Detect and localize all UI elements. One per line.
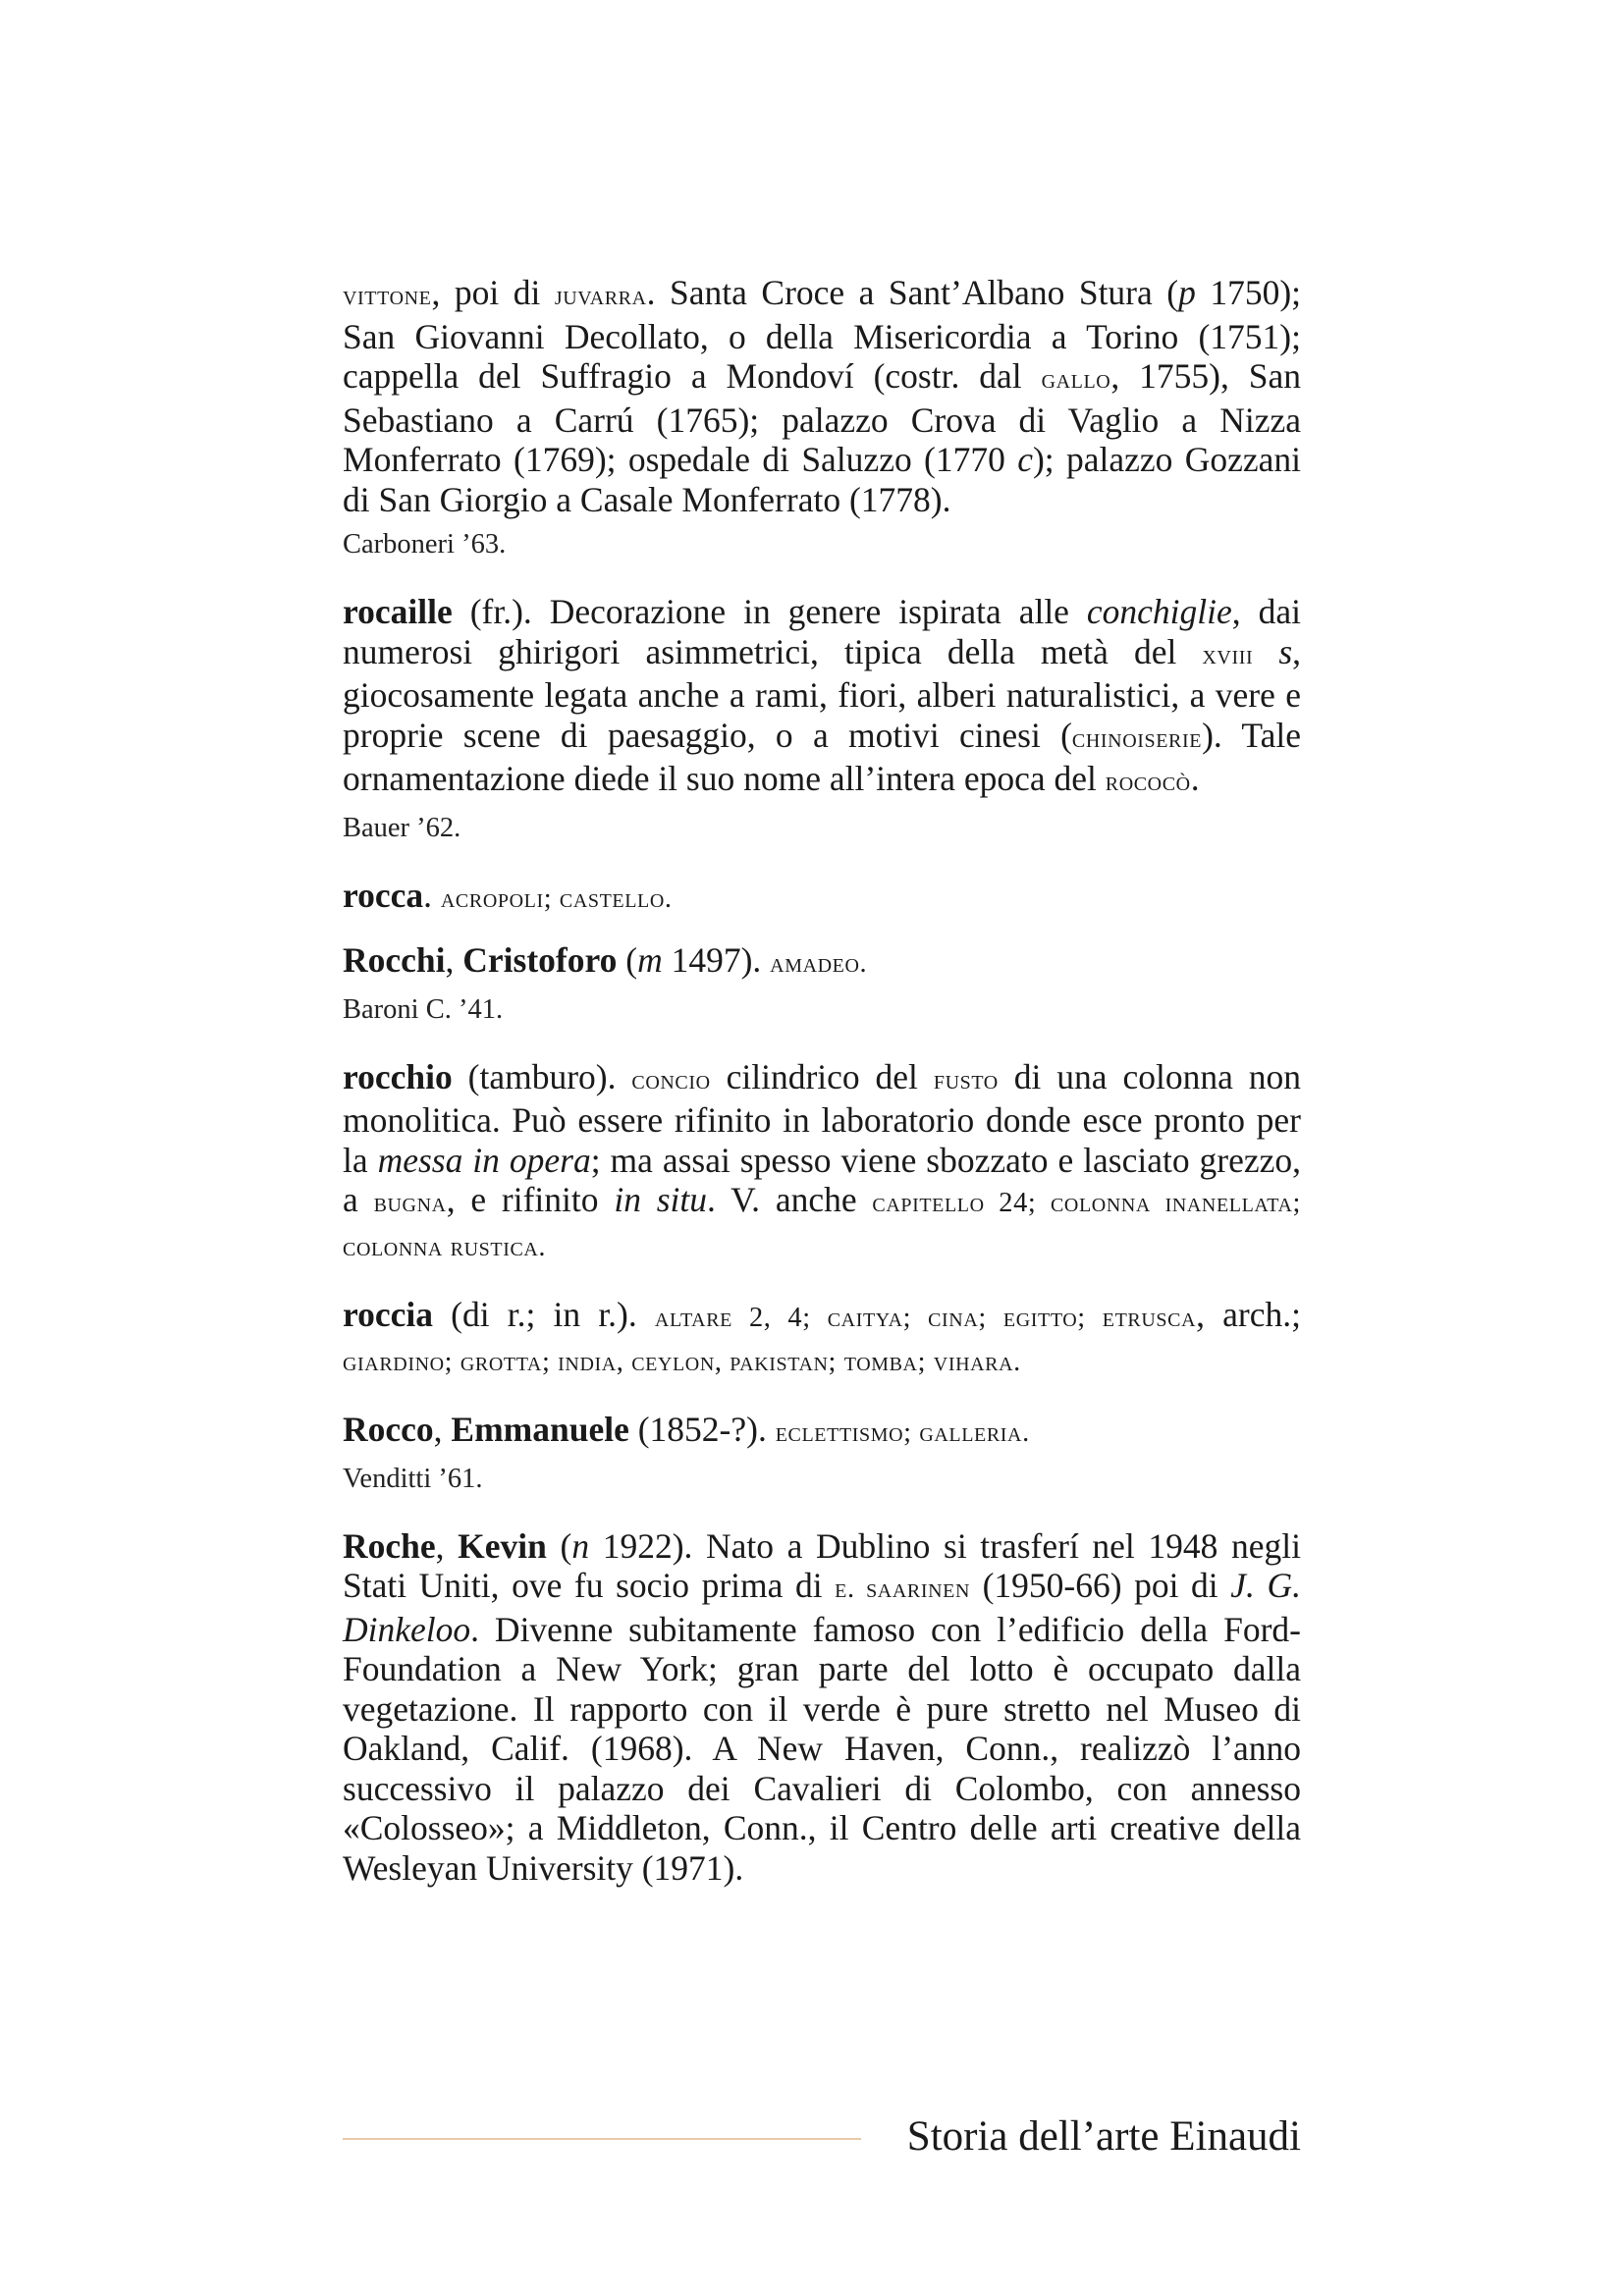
footer-title: Storia dell’arte Einaudi bbox=[906, 2113, 1301, 2160]
headword: Cristoforo bbox=[462, 940, 618, 980]
entry-text: ). Tale ornamentazione diede il suo nome all’intera epoca del bbox=[343, 715, 1302, 798]
cross-reference: gallo bbox=[1041, 364, 1111, 395]
headword: rocchio bbox=[343, 1056, 453, 1096]
entry-text: . Santa Croce a Sant’Albano Stura ( bbox=[646, 273, 1179, 312]
entry-text: . V. anche bbox=[707, 1180, 873, 1219]
entry-text: . bbox=[423, 875, 441, 915]
cross-reference: amadeo. bbox=[770, 948, 868, 979]
italic-term: n bbox=[571, 1525, 590, 1566]
entry-roche-kevin bbox=[343, 1526, 1301, 1889]
cross-reference: acropoli; castello. bbox=[440, 882, 673, 914]
entry-text: , poi di bbox=[431, 273, 555, 312]
entry-text: ; ma assai spesso viene sbozzato e lasciato grezzo, a bbox=[343, 1140, 1301, 1219]
cross-reference: xviii bbox=[1202, 639, 1254, 670]
cross-reference: giardino; grotta; india, ceylon, pakistan; tomba; vihara. bbox=[343, 1346, 1021, 1377]
italic-term: m bbox=[637, 940, 663, 980]
entry-text: 1922). Nato a Dublino si trasferí nel 1948 negli Stati Uniti, ove fu socio prima di bbox=[343, 1525, 1302, 1605]
entry-text: , dai numerosi ghirigori asimmetrici, tipica della metà del bbox=[343, 592, 1302, 671]
biblio-venditti: Venditti ’61. bbox=[343, 1463, 483, 1494]
italic-term: in situ bbox=[614, 1180, 708, 1219]
cross-reference: bugna bbox=[373, 1188, 447, 1218]
entry-text: , bbox=[435, 1525, 459, 1566]
cross-reference: chinoiserie bbox=[1071, 722, 1203, 754]
italic-term: conchiglie bbox=[1086, 592, 1232, 631]
entry-text: (1852-?). bbox=[628, 1410, 776, 1449]
entry-text: , bbox=[445, 940, 463, 980]
headword: rocca bbox=[343, 875, 424, 915]
entry-text: ( bbox=[617, 940, 638, 980]
entry-rocchio bbox=[343, 1057, 1301, 1268]
entry-text: , 1755), San Sebastiano a Carrú (1765); palazzo Crova di Vaglio a Nizza Monferrato (1769); ospedale di Saluzzo (1770 bbox=[343, 356, 1301, 479]
headword: Kevin bbox=[458, 1525, 547, 1566]
entry-rocaille bbox=[343, 592, 1301, 803]
cross-reference: e. saarinen bbox=[835, 1574, 970, 1604]
headword: roccia bbox=[343, 1295, 433, 1334]
italic-term: J. G. Dinkeloo bbox=[343, 1566, 1301, 1649]
entry-rocca bbox=[343, 876, 1301, 920]
headword: Rocco bbox=[343, 1410, 434, 1449]
footer-rule bbox=[343, 2138, 861, 2140]
entry-text: ( bbox=[546, 1525, 572, 1566]
biblio-carboneri: Carboneri ’63. bbox=[343, 529, 507, 560]
entry-rocchi-cristoforo bbox=[343, 940, 1301, 985]
dictionary-column bbox=[343, 273, 1301, 1888]
italic-term: p bbox=[1178, 273, 1196, 312]
cross-reference: concio bbox=[631, 1064, 711, 1095]
entry-text: , bbox=[433, 1410, 452, 1449]
headword: Emmanuele bbox=[451, 1410, 629, 1449]
entry-text: cilindrico del bbox=[710, 1056, 934, 1096]
entry-roccia bbox=[343, 1295, 1301, 1382]
entry-text: 1497). bbox=[662, 940, 771, 980]
entry-text: (1950-66) poi di bbox=[970, 1566, 1231, 1605]
entry-text bbox=[1253, 632, 1278, 671]
biblio-bauer: Bauer ’62. bbox=[343, 812, 461, 843]
entry-text: , giocosamente legata anche a rami, fiori, alberi naturalistici, a vere e proprie scene di paesaggio, o a motivi cinesi ( bbox=[343, 631, 1302, 755]
headword: Roche bbox=[343, 1525, 436, 1566]
entry-text: . bbox=[1190, 759, 1200, 798]
biblio-baroni: Baroni C. ’41. bbox=[343, 993, 504, 1025]
entry-text: , arch.; bbox=[1196, 1295, 1301, 1334]
entry-text: , e rifinito bbox=[446, 1180, 615, 1219]
entry-text: 1750); San Giovanni Decollato, o della Misericordia a Torino (1751); cappella del Suffragio a Mondoví (costr. dal bbox=[343, 273, 1302, 396]
entry-text: (fr.). Decorazione in genere ispirata alle bbox=[452, 592, 1087, 631]
entry-text: . Divenne subitamente famoso con l’edificio della Ford-Foundation a New York; gran parte del lotto è occupato dalla vegetazione. Il rapporto con il verde è pure stretto nel Museo di Oakland, Calif. (1968). A New Haven, Conn., realizzò l’anno successivo il palazzo dei Cavalieri di Colombo, con annesso «Colosseo»; a Middleton, Conn., il Centro delle arti creative della Wesleyan University (1971). bbox=[343, 1609, 1301, 1888]
headword: Rocchi bbox=[343, 940, 446, 980]
cross-reference: fusto bbox=[933, 1064, 999, 1095]
entry-rocco-emmanuele bbox=[343, 1410, 1301, 1454]
italic-term: s bbox=[1278, 631, 1293, 671]
italic-term: messa in opera bbox=[377, 1140, 591, 1180]
headword: rocaille bbox=[343, 592, 453, 631]
cross-reference: vittone bbox=[343, 281, 432, 311]
entry-text: di una colonna non monolitica. Può essere rifinito in laboratorio donde esce pronto per la bbox=[343, 1056, 1301, 1180]
cross-reference: eclettismo; galleria. bbox=[775, 1417, 1030, 1448]
cross-reference: capitello 24; colonna inanellata; colonna rustica. bbox=[343, 1188, 1301, 1262]
entry-text: (tamburo). bbox=[452, 1056, 632, 1096]
cross-reference: juvarra bbox=[554, 281, 647, 311]
cross-reference: altare 2, 4; caitya; cina; egitto; etrusca bbox=[654, 1303, 1197, 1333]
italic-term: c bbox=[1017, 440, 1033, 479]
entry-text: (di r.; in r.). bbox=[433, 1295, 655, 1334]
entry-vittone-continued bbox=[343, 273, 1301, 519]
cross-reference: rococò bbox=[1105, 767, 1191, 797]
entry-text: ); palazzo Gozzani di San Giorgio a Casale Monferrato (1778). bbox=[343, 440, 1301, 519]
